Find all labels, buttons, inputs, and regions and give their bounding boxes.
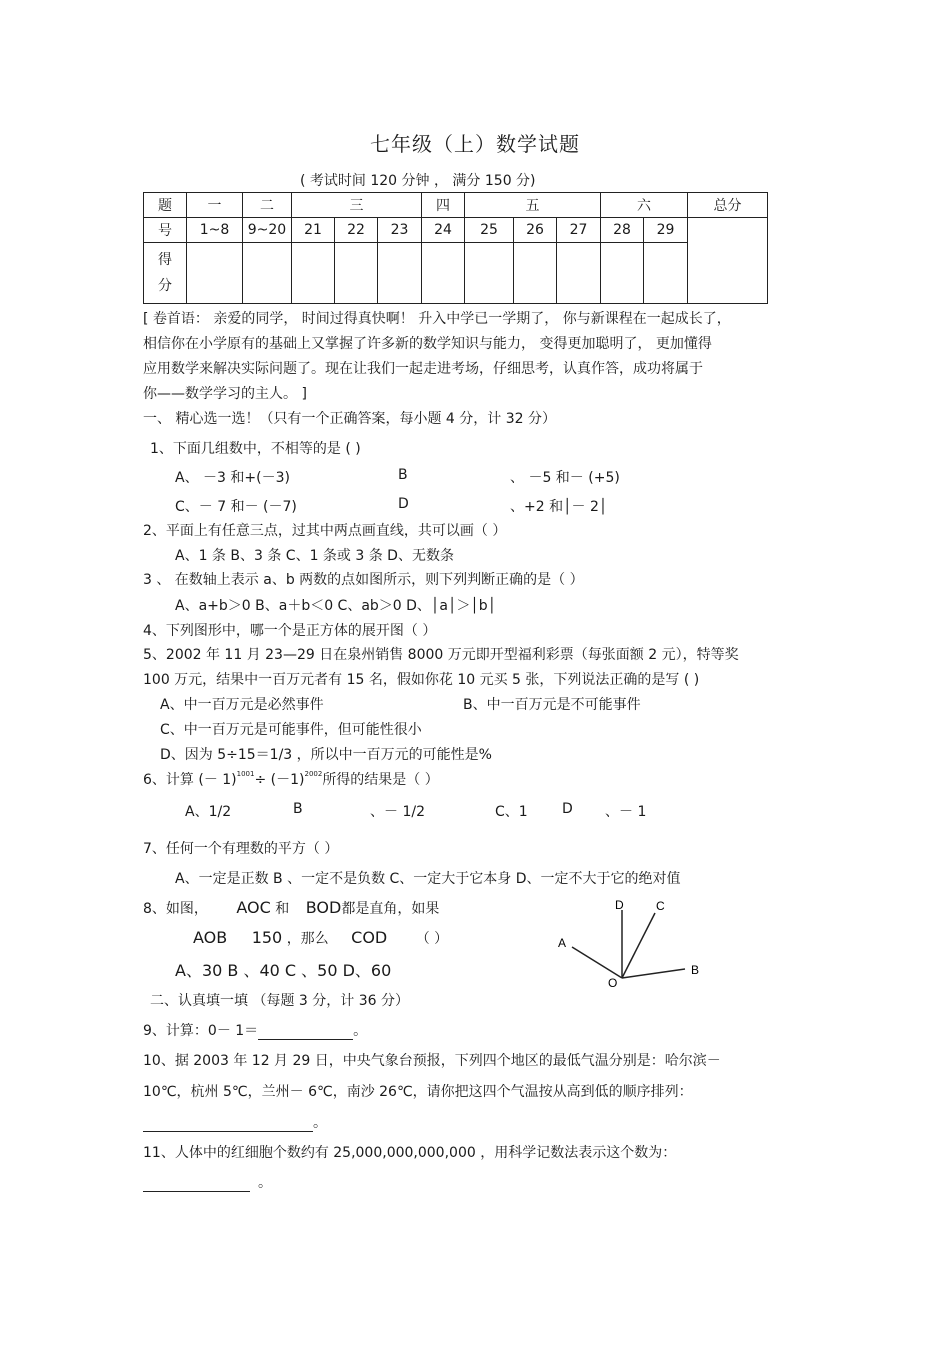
question-options: A、1 条 B、3 条 C、1 条或 3 条 D、无数条 [175,548,454,564]
question-stem: 2、平面上有任意三点，过其中两点画直线，共可以画（ ） [143,523,507,539]
preface-line: 相信你在小学原有的基础上又掌握了许多新的数学知识与能力， 变得更加聪明了， 更加懂得 [143,336,712,352]
question-stem: 11、人体中的红细胞个数约有 25,000,000,000,000 ，用科学记数法表示这个数为： [143,1145,677,1161]
question-stem: 100 万元，结果中一百万元者有 15 名，假如你花 10 元买 5 张，下列说法正确的是写 ( ) [143,672,700,688]
question-stem: 6、计算 (－ $1)^{1001}\div (-1)^{2002}$所得的结果是（ ） [143,770,439,788]
exam-title: 七年级（上）数学试题 [370,132,580,156]
section-heading: 二、认真填一填 （每题 3 分，计 36 分） [150,993,409,1009]
option-b: B、中一百万元是不可能事件 [463,697,641,713]
table-cell: 三 [292,193,422,218]
question-options: A、30 B 、40 C 、50 D、60 [175,961,392,980]
angle-figure [550,895,720,995]
score-cell[interactable] [187,243,243,304]
question-stem: 5、2002 年 11 月 23—29 日在泉州销售 8000 万元即开型福利彩票（每张面额 2 元），特等奖 [143,647,739,663]
table-cell: 一 [187,193,243,218]
question-stem: AOB 150 ，那么 COD （ ） [193,928,449,947]
option-d-label: D [398,496,409,512]
option-c: C、中一百万元是可能事件，但可能性很小 [160,722,422,738]
option-b: 、 －5 和－ (+5) [510,470,620,486]
answer-line: 。 [143,1112,327,1132]
total-score-cell[interactable] [688,218,768,304]
table-cell: 29 [644,218,688,243]
score-cell[interactable] [514,243,557,304]
label-c: C [656,899,665,913]
option-b-label: B [398,467,408,483]
label-a: A [558,936,567,950]
table-cell: 22 [335,218,378,243]
exam-subtitle: ( 考试时间 120 分钟 ， 满分 150 分) [300,173,536,189]
preface-line: [ 卷首语： 亲爱的同学， 时间过得真快啊！ 升入中学已一学期了， 你与新课程在一起成长了， [143,311,731,327]
score-cell[interactable] [292,243,335,304]
label-d: D [615,898,624,912]
question-stem: 10、据 2003 年 12 月 29 日，中央气象台预报，下列四个地区的最低气温分别是：哈尔滨－ [143,1053,721,1069]
answer-blank[interactable] [143,1177,250,1192]
score-cell[interactable] [601,243,644,304]
table-cell: 24 [422,218,465,243]
option-a: A、1/2 [185,804,232,820]
label-o: O [608,976,618,990]
option-a: A、中一百万元是必然事件 [160,697,324,713]
question-stem: 10℃，杭州 5℃，兰州－ 6℃，南沙 26℃，请你把这四个气温按从高到低的顺序排列： [143,1084,693,1100]
question-stem: 7、任何一个有理数的平方（ ） [143,841,339,857]
answer-blank[interactable] [143,1117,313,1132]
ray-oc [622,913,655,978]
table-cell: 五 [465,193,601,218]
score-cell[interactable] [335,243,378,304]
score-cell[interactable] [465,243,514,304]
option-d-label: D [562,801,573,817]
table-cell: 四 [422,193,465,218]
table-cell: 题 [144,193,187,218]
score-table [143,192,768,304]
table-cell: 25 [465,218,514,243]
option-a: A、 －3 和+(－3) [175,470,290,486]
question-stem: 4、下列图形中，哪一个是正方体的展开图（ ） [143,623,437,639]
table-cell: 26 [514,218,557,243]
table-cell: 号 [144,218,187,243]
option-d: 、－ 1 [605,804,647,820]
question-stem: 3 、 在数轴上表示 a、b 两数的点如图所示，则下列判断正确的是（ ） [143,572,584,588]
score-cell[interactable] [243,243,292,304]
table-cell: 六 [601,193,688,218]
table-cell: 28 [601,218,644,243]
question-options: A、一定是正数 B 、一定不是负数 C、一定大于它本身 D、一定不大于它的绝对值 [175,871,681,887]
question-stem: 9、计算：0－ 1＝ 。 [143,1023,368,1039]
ray-oa [572,947,622,978]
table-cell: 21 [292,218,335,243]
table-cell: 1~8 [187,218,243,243]
label-b: B [691,963,700,977]
answer-line: 。 [143,1172,272,1192]
option-d: D、因为 5÷15＝1/3 ，所以中一百万元的可能性是% [160,747,492,763]
question-options: A、a+b＞0 B、a＋b＜0 C、ab＞0 D、│a│＞│b│ [175,598,497,614]
table-cell: 二 [243,193,292,218]
option-b-label: B [293,801,303,817]
table-cell: 总分 [688,193,768,218]
answer-blank[interactable] [258,1025,353,1040]
question-stem: 1、下面几组数中，不相等的是 ( ) [150,441,361,457]
option-c: C、1 [495,804,528,820]
ray-ob [622,969,685,978]
preface-line: 应用数学来解决实际问题了。现在让我们一起走进考场，仔细思考，认真作答，成功将属于 [143,361,703,377]
table-cell: 27 [557,218,601,243]
score-cell[interactable] [644,243,688,304]
table-cell: 9~20 [243,218,292,243]
score-cell[interactable] [378,243,422,304]
score-cell[interactable] [422,243,465,304]
score-cell[interactable] [557,243,601,304]
section-heading: 一、 精心选一选！（只有一个正确答案，每小题 4 分，计 32 分） [143,411,556,427]
question-stem: 8、如图， AOC 和 BOD都是直角，如果 [143,898,440,917]
table-cell: 得 分 [144,243,187,304]
option-b: 、－ 1/2 [370,804,425,820]
preface-line: 你——数学学习的主人。 ] [143,386,307,402]
table-cell: 23 [378,218,422,243]
option-c: C、－ 7 和－ (－7) [175,499,297,515]
option-d: 、+2 和│－ 2│ [510,499,608,515]
